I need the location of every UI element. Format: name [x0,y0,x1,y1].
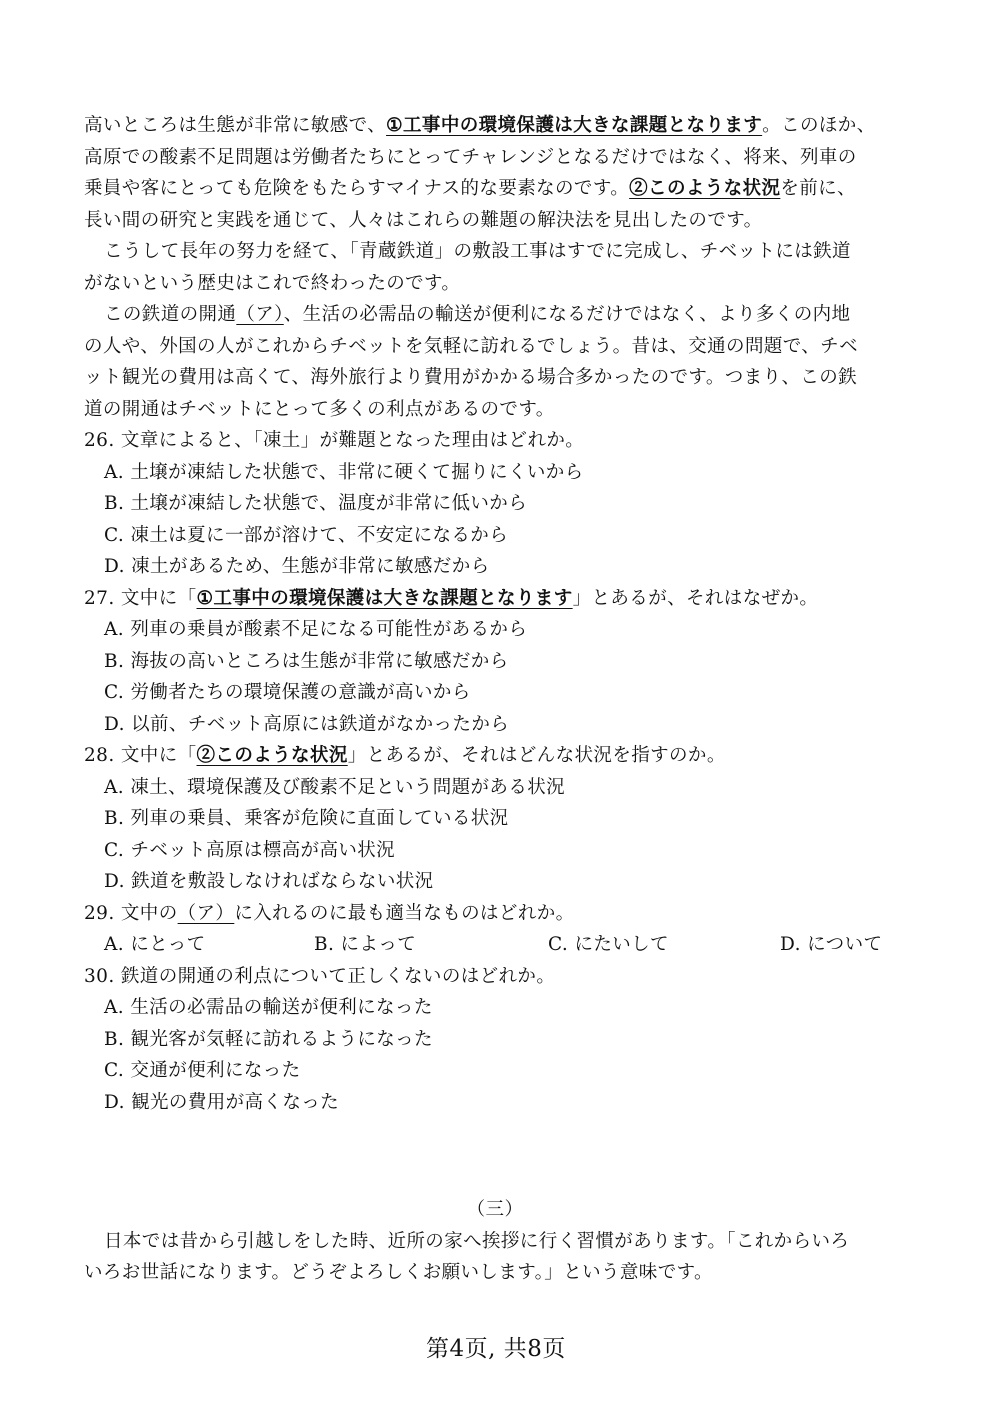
question-30-option-b: B. 観光客が気軽に訪れるようになった [104,1028,433,1050]
question-29-options [84,929,914,961]
passage-line: こうして長年の努力を経て、「青蔵鉄道」の敷設工事はすでに完成し、チベットには鉄道 [104,241,851,262]
question-27-stem: 27. 文中に「①工事中の環境保護は大きな課題となります」とあるが、それはなぜか。 [84,587,819,609]
passage-line: がないという歴史はこれで終わったのです。 [84,272,461,294]
passage-line: の人や、外国の人がこれからチベットを気軽に訪れるでしょう。昔は、交通の問題で、チベ [84,335,858,357]
question-26-stem: 26. 文章によると、「凍土」が難題となった理由はどれか。 [84,430,585,451]
passage-line: 長い間の研究と実践を通じて、人々はこれらの難題の解決法を見出したのです。 [84,209,763,231]
question-27-option-c: C. 労働者たちの環境保護の意識が高いから [104,682,471,703]
question-29-option-b: B. によって [314,934,417,955]
question-27-option-a: A. 列車の乗員が酸素不足になる可能性があるから [104,619,528,640]
question-26-option-a: A. 土壌が凍結した状態で、非常に硬くて掘りにくいから [104,461,584,483]
question-26-option-d: D. 凍土があるため、生態が非常に敏感だから [104,556,490,577]
page-footer: 第4页, 共8页 [426,1336,566,1362]
question-30-option-d: D. 観光の費用が高くなった [104,1091,340,1113]
passage-line: ット観光の費用は高くて、海外旅行より費用がかかる場合多かったのです。つまり、この鉄 [84,367,858,388]
question-30-option-a: A. 生活の必需品の輸送が便利になった [104,997,433,1018]
passage-line: 日本では昔から引越しをした時、近所の家へ挨拶に行く習慣があります。「これからいろ [104,1230,850,1252]
question-27-option-b: B. 海抜の高いところは生態が非常に敏感だから [104,650,509,672]
section-title: （三） [466,1199,524,1220]
blank-a: （ア） [236,304,284,325]
passage-line: 高いところは生態が非常に敏感で、①工事中の環境保護は大きな課題となります。このほか、 [84,115,876,136]
question-26-option-b: B. 土壌が凍結した状態で、温度が非常に低いから [104,493,528,514]
question-29-option-d: D. について [780,934,883,955]
question-26-option-c: C. 凍土は夏に一部が溶けて、不安定になるから [104,524,509,546]
question-28-stem: 28. 文中に「②このような状況」とあるが、それはどんな状況を指すのか。 [84,745,726,766]
passage-line: いろお世話になります。どうぞよろしくお願いします。」という意味です。 [84,1262,713,1283]
passage-line: 乗員や客にとっても危険をもたらすマイナス的な要素なのです。②このような状況を前に、 [84,178,856,199]
question-29-option-a: A. にとって [104,934,206,955]
question-28-option-b: B. 列車の乗員、乗客が危険に直面している状況 [104,808,509,829]
question-27-option-d: D. 以前、チベット高原には鉄道がなかったから [104,713,510,735]
underlined-phrase-2: ②このような状況 [629,178,781,199]
passage-line: この鉄道の開通（ア）、生活の必需品の輸送が便利になるだけではなく、より多くの内地 [104,304,851,325]
question-29-stem: 29. 文中の（ア）に入れるのに最も適当なものはどれか。 [84,902,575,924]
question-29-option-c: C. にたいして [548,934,669,955]
question-30-stem: 30. 鉄道の開通の利点について正しくないのはどれか。 [84,965,556,987]
question-30-option-c: C. 交通が便利になった [104,1060,301,1081]
exam-page [84,110,914,1289]
underlined-phrase-1: ①工事中の環境保護は大きな課題となります [386,115,763,136]
question-28-option-c: C. チベット高原は標高が高い状況 [104,839,396,861]
question-28-option-a: A. 凍土、環境保護及び酸素不足という問題がある状況 [104,776,566,798]
question-28-option-d: D. 鉄道を敷設しなければならない状況 [104,871,434,892]
passage-line: 高原での酸素不足問題は労働者たちにとってチャレンジとなるだけではなく、将来、列車の [84,146,857,168]
passage-line: 道の開通はチベットにとって多くの利点があるのです。 [84,398,555,420]
